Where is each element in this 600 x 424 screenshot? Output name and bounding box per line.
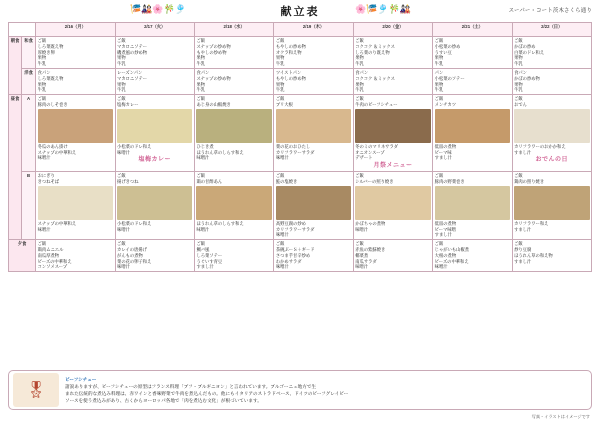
menu-item: カリフラワーサラダ: [275, 226, 315, 232]
menu-item: 果物: [117, 81, 126, 87]
menu-item: 赤魚の紫蘇焼き: [355, 247, 386, 253]
menu-item: 牛乳: [355, 61, 364, 67]
cell-dinner-6: [512, 240, 591, 272]
menu-item: ビーマ味: [434, 149, 452, 155]
menu-item: カリフラワーサラダ: [275, 149, 315, 155]
menu-item: 果物: [275, 55, 285, 61]
cell-breakfast-western-6: [512, 68, 591, 94]
cell-lunch-a-1: [115, 95, 194, 172]
menu-item: ご飯: [355, 38, 364, 43]
menu-item: がんもの煮物: [117, 252, 143, 258]
menu-item: ご飯: [514, 173, 523, 179]
menu-item: 牛乳: [196, 87, 206, 93]
menu-item: 鶏肉ムニエル: [37, 247, 64, 253]
menu-item: 低皿の煮物: [434, 143, 457, 149]
column-header-day-0: 2/16（月）: [36, 23, 115, 37]
cell-dinner-1: [115, 240, 194, 272]
menu-item: ほうれん草のしらす和え: [196, 220, 244, 226]
footer-note-line-2: ソースを使う煮込みがあり、古くからヨーロッパ各地で「肉を煮込む文化」が根づいています。: [65, 398, 262, 404]
cell-dinner-3: [274, 240, 353, 272]
menu-item: 味噌汁: [37, 155, 51, 161]
row-header-breakfast-japanese: 和食: [22, 37, 36, 69]
row-header-breakfast-western: 洋食: [22, 68, 36, 94]
row-header-breakfast: 朝食: [9, 37, 22, 95]
menu-item: 小松菜のドレ和え: [117, 220, 152, 226]
menu-item: 鮭の塩焼き: [275, 179, 298, 185]
menu-item: きつねそば: [37, 179, 60, 185]
menu-item: 揚げきつね: [117, 179, 139, 185]
menu-item: 低皿の煮物: [434, 220, 457, 226]
cell-breakfast-japanese-2: [194, 37, 273, 69]
menu-item: ビーマ味噌: [434, 226, 456, 232]
decoration-left-icon: 🎏🎎🌸🎋🎐: [130, 4, 187, 14]
menu-item: 果物: [434, 81, 444, 87]
menu-item: 牛肉のビーフシチュー: [355, 101, 398, 107]
menu-item: かぼの炒め物: [514, 75, 540, 81]
menu-item: 果物: [196, 81, 206, 87]
menu-item: 塩梅カレー: [117, 101, 139, 107]
menu-item: スナップの炒め物: [196, 43, 231, 49]
menu-item: しろ菜のり既え物: [355, 49, 390, 55]
menu-item: ご飯: [196, 173, 206, 179]
cell-breakfast-japanese-6: [512, 37, 591, 69]
menu-item: 炒り豆腐: [514, 247, 532, 253]
menu-item: 牛乳: [355, 87, 364, 93]
special-menu-stamp: おでんの日: [535, 157, 568, 164]
menu-item: すまし汁: [196, 264, 214, 270]
menu-item: すまし汁: [514, 149, 532, 155]
menu-item: 果物: [275, 81, 285, 87]
menu-item: 味噌汁: [275, 264, 289, 270]
cell-dinner-4: [353, 240, 432, 272]
menu-item: すまし汁: [514, 226, 532, 232]
menu-item: 味噌汁: [117, 226, 130, 232]
menu-item: ほうれん草のしらす和え: [196, 149, 244, 155]
menu-item: ビーズの中華和え: [37, 258, 72, 264]
cell-breakfast-western-3: [274, 68, 353, 94]
menu-item: ご飯: [434, 241, 444, 247]
menu-item: 鶏の甘酢あん: [196, 179, 223, 185]
footer-note: [8, 370, 592, 410]
menu-item: ご飯: [196, 96, 206, 102]
menu-item: 菜の花のおひたし: [275, 143, 311, 149]
menu-item: 小松菜の炒め: [434, 43, 461, 49]
cell-lunch-b-4: [353, 172, 432, 240]
menu-item: かぼの炒め: [514, 43, 536, 49]
row-header-lunch-b: B: [22, 172, 36, 240]
menu-item: さつま芋甘辛炒め: [275, 252, 311, 258]
dish-photo: [196, 186, 271, 220]
table-row-lunch-a: [9, 95, 592, 172]
cell-lunch-b-6: [512, 172, 591, 240]
menu-item: ブリ大根: [275, 101, 293, 107]
menu-item: うぐいす青豆: [196, 258, 223, 264]
cell-lunch-b-1: [115, 172, 194, 240]
menu-item: うすい豆: [434, 49, 452, 55]
cell-breakfast-western-5: [433, 68, 512, 94]
dish-photo: [38, 186, 113, 220]
dish-photo: [38, 109, 113, 143]
menu-item: マカロニソテー: [117, 43, 148, 49]
cell-lunch-a-6: [512, 95, 591, 172]
menu-item: ご飯: [275, 173, 285, 179]
cell-dinner-0: [36, 240, 115, 272]
menu-item: コンソメスープ: [37, 264, 68, 270]
menu-item: コクコク ＆ミックス: [355, 75, 395, 81]
footer-note-text: [59, 376, 348, 404]
table-row-breakfast-western: [9, 68, 592, 94]
menu-item: 牛乳: [434, 61, 444, 67]
dish-photo: [117, 109, 192, 143]
menu-item: 果物: [37, 55, 47, 61]
footer-note-title: ビーフシチュー: [65, 376, 97, 382]
menu-item: ご飯: [434, 38, 444, 43]
menu-item: 牛乳: [275, 87, 285, 93]
menu-item: ご飯: [275, 38, 285, 43]
cell-lunch-a-0: [36, 95, 115, 172]
menu-item: オニオンスープ: [355, 149, 385, 155]
menu-item: すまし汁: [514, 258, 532, 264]
dish-photo: [117, 186, 192, 220]
menu-item: 牛乳: [514, 87, 523, 93]
menu-item: スナップの中華和え: [37, 220, 77, 226]
menu-item: すまし汁: [434, 155, 452, 161]
menu-item: ご飯: [355, 241, 364, 247]
menu-item: 味噌汁: [196, 155, 210, 161]
menu-item: わかめサラダ: [275, 258, 302, 264]
menu-item: 食パン: [37, 69, 51, 75]
menu-item: ご飯: [37, 96, 47, 102]
row-header-lunch: 昼食: [9, 95, 22, 240]
menu-item: 冬瓜のあん掛け: [37, 143, 68, 149]
menu-item: コクコク ＆ミックス: [355, 43, 395, 49]
menu-item: シルバーの照り焼き: [355, 179, 394, 185]
page-header: [0, 0, 600, 22]
menu-item: おにぎり: [37, 173, 55, 179]
footer-note-line-0: 諸説ありますが、ビーフシチューの原型はフランス料理「ブフ・ブルギニヨン」と言われています。ブルゴーニュ地方で生: [65, 383, 317, 389]
column-header-day-3: 2/19（木）: [274, 23, 353, 37]
ribbon-badge-icon: 🎖: [13, 373, 59, 407]
dish-photo: [514, 186, 589, 220]
decoration-right-icon: 🌸🎏🎐🎋🎎: [355, 4, 412, 14]
table-row-breakfast-japanese: [9, 37, 592, 69]
cell-lunch-b-0: [36, 172, 115, 240]
menu-item: 鶏肉の照り焼き: [514, 179, 545, 185]
special-menu-stamp: 塩梅カレー: [138, 157, 171, 164]
menu-item: 白菜のドレ和え: [514, 49, 545, 55]
menu-item: 牛乳: [434, 87, 444, 93]
dish-photo: [276, 186, 351, 220]
menu-item: 牛乳: [514, 61, 523, 67]
row-header-lunch-a: A: [22, 95, 36, 172]
cell-lunch-a-3: [274, 95, 353, 172]
menu-item: 冬のミのマリネサラダ: [355, 143, 399, 149]
menu-item: レーズンパン: [117, 69, 143, 75]
dish-photo: [355, 186, 430, 220]
menu-item: ご飯: [117, 173, 126, 179]
menu-table: [8, 22, 592, 272]
menu-item: ご飯: [434, 96, 444, 102]
image-credit: 写真・イラストはイメージです: [531, 414, 590, 419]
cell-lunch-a-2: [194, 95, 273, 172]
menu-item: しろ菜既え物: [37, 43, 64, 49]
cell-breakfast-japanese-0: [36, 37, 115, 69]
menu-item: もやしの炒め物: [275, 75, 306, 81]
dish-photo: [355, 109, 430, 143]
table-corner: [9, 23, 36, 37]
menu-item: しろ菜既え物: [37, 75, 64, 81]
menu-item: 豚肉の野菜巻き: [434, 179, 465, 185]
menu-item: 南瓜サラダ: [355, 258, 377, 264]
menu-item: ご飯: [275, 96, 285, 102]
menu-item: 南瓜厚煮物: [37, 252, 60, 258]
menu-item: 味噌汁: [117, 149, 130, 155]
column-header-day-5: 2/21（土）: [433, 23, 512, 37]
dish-photo: [514, 109, 589, 143]
menu-item: ご飯: [275, 241, 285, 247]
menu-item: 味噌汁: [355, 226, 369, 232]
menu-item: 豚肉のしそ巻き: [37, 101, 68, 107]
menu-item: オクラ和え物: [275, 49, 302, 55]
menu-item: ご飯: [117, 38, 126, 43]
cell-breakfast-japanese-3: [274, 37, 353, 69]
special-menu-stamp: 月祭メニュー: [373, 163, 413, 170]
menu-item: ほうれん草の和え物: [514, 252, 553, 258]
menu-item: ご飯: [355, 173, 364, 179]
menu-item: 味噌汁: [355, 264, 369, 270]
cell-dinner-2: [194, 240, 273, 272]
menu-item: 味噌汁: [434, 264, 448, 270]
menu-item: カリフラワー和え: [514, 220, 549, 226]
cell-breakfast-japanese-4: [353, 37, 432, 69]
menu-item: デザート: [355, 155, 373, 161]
menu-item: 小松菜のドレ和え: [117, 143, 152, 149]
cell-lunch-b-3: [274, 172, 353, 240]
cell-dinner-5: [433, 240, 512, 272]
menu-item: 味噌汁: [275, 232, 289, 238]
menu-item: ツイストパン: [275, 69, 302, 75]
menu-item: 果物: [514, 81, 523, 87]
menu-item: もやしの炒め物: [275, 43, 306, 49]
menu-item: 味噌汁: [117, 264, 130, 270]
menu-item: 果物: [37, 81, 47, 87]
menu-item: パン: [434, 69, 444, 75]
menu-item: ご飯: [514, 241, 523, 247]
menu-item: カリフラワーのおかか和え: [514, 143, 566, 149]
menu-item: 牛乳: [275, 61, 285, 67]
menu-item: 食パン: [514, 69, 527, 75]
cell-breakfast-japanese-1: [115, 37, 194, 69]
dish-photo: [196, 109, 271, 143]
dish-photo: [435, 186, 510, 220]
menu-item: すまし汁: [434, 232, 452, 238]
menu-item: 茶碗ぶーＳ＋ギ－ド: [275, 247, 315, 253]
menu-item: 菜の花の卵子和え: [117, 258, 152, 264]
menu-item: ご飯: [514, 96, 523, 102]
menu-item: 牛乳: [37, 87, 47, 93]
dish-photo: [435, 109, 510, 143]
table-row-dinner: [9, 240, 592, 272]
menu-item: カレイの唐揚げ: [117, 247, 147, 253]
cell-lunch-a-4: [353, 95, 432, 172]
menu-item: かぼちゃの煮物: [355, 220, 386, 226]
menu-item: ご飯: [37, 38, 47, 43]
menu-item: 牛乳: [117, 87, 126, 93]
menu-item: スナップの炒め物: [196, 75, 231, 81]
row-header-dinner: 夕食: [9, 240, 36, 272]
menu-item: 果物: [434, 55, 444, 61]
menu-item: ご飯: [196, 241, 206, 247]
menu-item: ご飯: [117, 241, 126, 247]
table-row-lunch-b: [9, 172, 592, 240]
menu-item: 食パン: [196, 69, 210, 75]
menu-item: おでん: [514, 101, 527, 107]
menu-item: スナップの中華和え: [37, 149, 77, 155]
menu-item: じゃがいも山椒煮: [434, 247, 470, 253]
menu-item: 磯煮風の炒め物: [117, 49, 148, 55]
page-title: 献立表: [280, 6, 320, 18]
cell-lunch-b-2: [194, 172, 273, 240]
menu-item: ご飯: [196, 38, 206, 43]
cell-breakfast-western-4: [353, 68, 432, 94]
column-header-day-4: 2/20（金）: [353, 23, 432, 37]
menu-item: 椰菜煮: [355, 252, 369, 258]
menu-item: 鯛バ風: [196, 247, 210, 253]
menu-item: 果物: [117, 55, 126, 61]
menu-item: マカロニソテー: [117, 75, 148, 81]
dish-photo: [276, 109, 351, 143]
menu-item: 味噌汁: [196, 226, 210, 232]
cell-breakfast-western-0: [36, 68, 115, 94]
menu-item: あじ身の山椒焼き: [196, 101, 231, 107]
menu-item: 果物: [355, 81, 364, 87]
column-header-day-1: 2/17（火）: [115, 23, 194, 37]
cell-lunch-a-5: [433, 95, 512, 172]
menu-item: 牛乳: [37, 61, 47, 67]
store-name: スーパー・コート茨木さくら通り: [508, 8, 592, 14]
menu-item: もやしの炒め物: [196, 49, 227, 55]
column-header-day-2: 2/18（水）: [194, 23, 273, 37]
menu-item: ご飯: [514, 38, 523, 43]
cell-breakfast-western-1: [115, 68, 194, 94]
menu-item: ひじき煮: [196, 143, 214, 149]
menu-item: しろ菜ソテー: [196, 252, 223, 258]
menu-item: 果物: [196, 55, 206, 61]
menu-item: ご飯: [434, 173, 444, 179]
menu-item: 牛乳: [196, 61, 206, 67]
table-header-row: [9, 23, 592, 37]
menu-item: 果物: [514, 55, 523, 61]
menu-item: 果物: [355, 55, 364, 61]
menu-item: 牛乳: [117, 61, 126, 67]
menu-item: 味噌汁: [275, 155, 289, 161]
menu-item: 味噌汁: [37, 226, 51, 232]
footer-note-line-1: まれた伝統的な煮込み料理は、赤ワインと香味野菜で牛肉を煮込んだもの。他にもイタリアのストラドベース、ドイツのビーフグレイビー: [65, 391, 349, 396]
cell-lunch-b-5: [433, 172, 512, 240]
cell-breakfast-western-2: [194, 68, 273, 94]
column-header-day-6: 2/22（日）: [512, 23, 591, 37]
menu-item: ご飯: [355, 96, 364, 102]
menu-item: ビーズの中華和え: [434, 258, 469, 264]
menu-item: 食パン: [355, 69, 369, 75]
cell-breakfast-japanese-5: [433, 37, 512, 69]
menu-item: 高野豆腐の炒め: [275, 220, 306, 226]
menu-item: 厚焼き卵: [37, 49, 55, 55]
menu-item: ご飯: [117, 96, 126, 102]
menu-item: 小松菜のソテー: [434, 75, 465, 81]
menu-item: 大根の煮物: [434, 252, 457, 258]
menu-item: ご飯: [37, 241, 47, 247]
menu-item: メンチカツ: [434, 101, 457, 107]
